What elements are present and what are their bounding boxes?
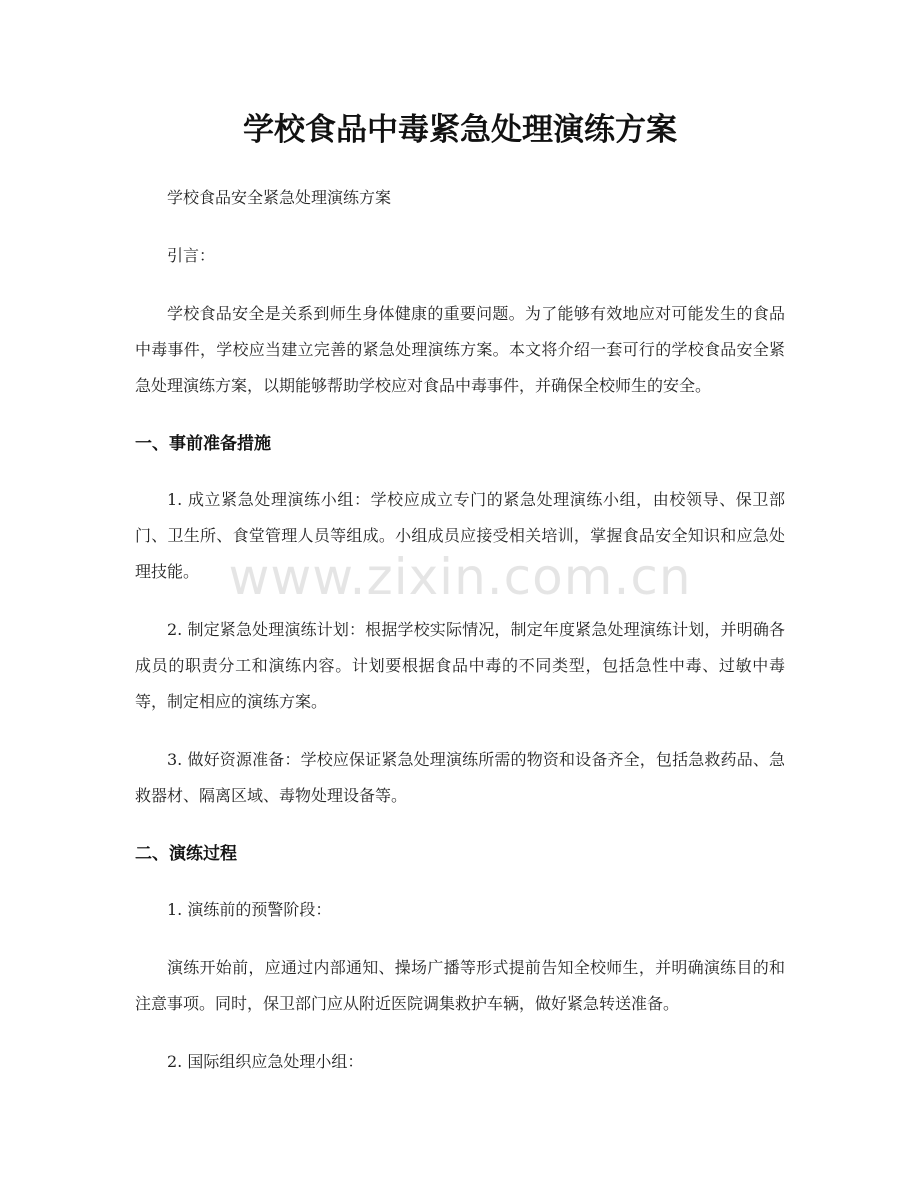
drill-stage-2-label: 2. 国际组织应急处理小组： (167, 1052, 364, 1071)
intro-paragraph: 学校食品安全是关系到师生身体健康的重要问题。为了能够有效地应对可能发生的食品中毒事件，学校应当建立完善的紧急处理演练方案。本文将介绍一套可行的学校食品安全紧急处理演练方案，以期能够帮助学校应对食品中毒事件，并确保全校师生的安全。 (135, 304, 785, 395)
drill-stage-1-paragraph: 演练开始前，应通过内部通知、操场广播等形式提前告知全校师生，并明确演练目的和注意事项。同时，保卫部门应从附近医院调集救护车辆，做好紧急转送准备。 (135, 958, 785, 1013)
subtitle-paragraph: 学校食品安全紧急处理演练方案 (167, 188, 392, 207)
watermark: www.zixin.com.cn (228, 548, 692, 606)
intro-label: 引言： (167, 246, 216, 265)
document-title: 学校食品中毒紧急处理演练方案 (243, 112, 677, 148)
section-heading-preparation: 一、事前准备措施 (135, 434, 271, 454)
preparation-item-2: 2. 制定紧急处理演练计划：根据学校实际情况，制定年度紧急处理演练计划，并明确各成员的职责分工和演练内容。计划要根据食品中毒的不同类型，包括急性中毒、过敏中毒等，制定相应的演练方案。 (135, 620, 785, 711)
section-heading-drill-process: 二、演练过程 (135, 844, 237, 864)
preparation-item-1: 1. 成立紧急处理演练小组：学校应成立专门的紧急处理演练小组，由校领导、保卫部门、卫生所、食堂管理人员等组成。小组成员应接受相关培训，掌握食品安全知识和应急处理技能。 (135, 490, 785, 581)
drill-stage-1-label: 1. 演练前的预警阶段： (167, 900, 332, 919)
preparation-item-3: 3. 做好资源准备：学校应保证紧急处理演练所需的物资和设备齐全，包括急救药品、急救器材、隔离区域、毒物处理设备等。 (135, 750, 785, 805)
document-body (135, 180, 785, 1102)
